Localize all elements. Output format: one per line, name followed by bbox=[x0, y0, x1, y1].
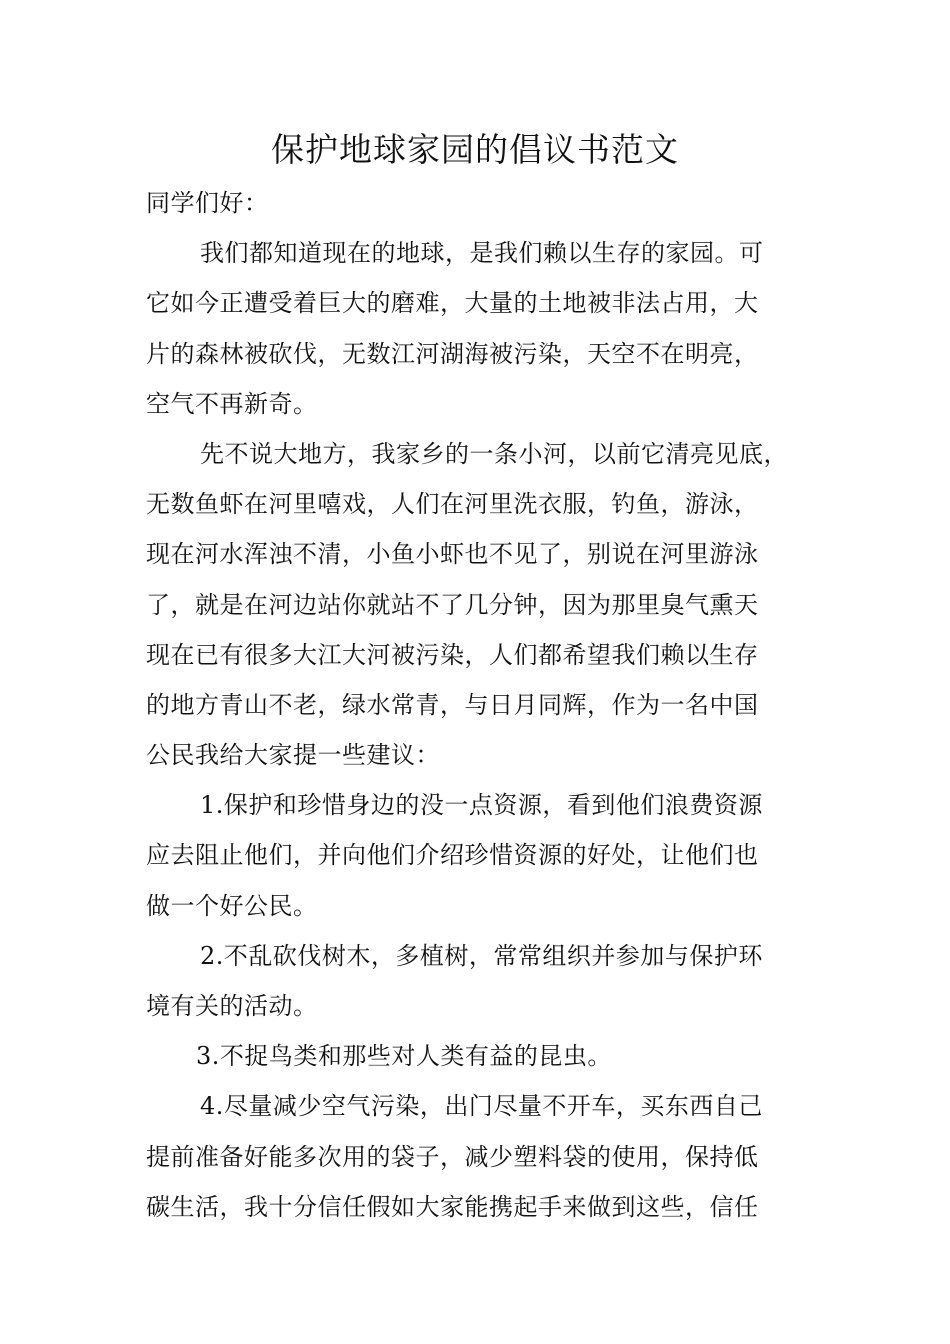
suggestion-2-line-2: 境有关的活动。 bbox=[146, 992, 318, 1020]
paragraph-1-line-1: 我们都知道现在的地球，是我们赖以生存的家园。可 bbox=[200, 239, 764, 268]
suggestion-2-line-1: 2.不乱砍伐树木，多植树，常常组织并参加与保护环 bbox=[200, 941, 763, 970]
paragraph-1-line-4: 空气不再新奇。 bbox=[146, 389, 318, 418]
suggestion-4-line-3: 碳生活，我十分信任假如大家能携起手来做到这些，信任 bbox=[146, 1192, 759, 1221]
suggestion-1-line-1: 1.保护和珍惜身边的没一点资源，看到他们浪费资源 bbox=[200, 791, 763, 820]
document-title: 保护地球家园的倡议书范文 bbox=[271, 130, 679, 169]
paragraph-2-line-1: 先不说大地方，我家乡的一条小河，以前它清亮见底， bbox=[200, 439, 788, 468]
paragraph-2-line-3: 现在河水浑浊不清，小鱼小虾也不见了，别说在河里游泳 bbox=[146, 540, 759, 569]
greeting-line: 同学们好： bbox=[146, 189, 269, 217]
document-body bbox=[146, 178, 836, 1232]
paragraph-1-line-2: 它如今正遭受着巨大的磨难，大量的土地被非法占用，大 bbox=[146, 289, 759, 318]
paragraph-2-line-4: 了，就是在河边站你就站不了几分钟，因为那里臭气熏天 bbox=[146, 590, 759, 619]
suggestion-3-line-1: 3.不捉鸟类和那些对人类有益的昆虫。 bbox=[196, 1042, 612, 1071]
paragraph-2-line-5: 现在已有很多大江大河被污染，人们都希望我们赖以生存 bbox=[146, 640, 759, 669]
suggestion-4-line-1: 4.尽量减少空气污染，出门尽量不开车，买东西自己 bbox=[200, 1092, 763, 1121]
paragraph-1-line-3: 片的森林被砍伐，无数江河湖海被污染，天空不在明亮， bbox=[146, 339, 759, 368]
paragraph-2-line-7: 公民我给大家提一些建议： bbox=[146, 741, 440, 770]
suggestion-1-line-3: 做一个好公民。 bbox=[146, 891, 318, 920]
paragraph-2-line-6: 的地方青山不老，绿水常青，与日月同辉，作为一名中国 bbox=[146, 690, 759, 719]
suggestion-1-line-2: 应去阻止他们，并向他们介绍珍惜资源的好处，让他们也 bbox=[146, 841, 759, 870]
suggestion-4-line-2: 提前准备好能多次用的袋子，减少塑料袋的使用，保持低 bbox=[146, 1142, 759, 1171]
paragraph-2-line-2: 无数鱼虾在河里嘻戏，人们在河里洗衣服，钓鱼，游泳， bbox=[146, 490, 759, 519]
